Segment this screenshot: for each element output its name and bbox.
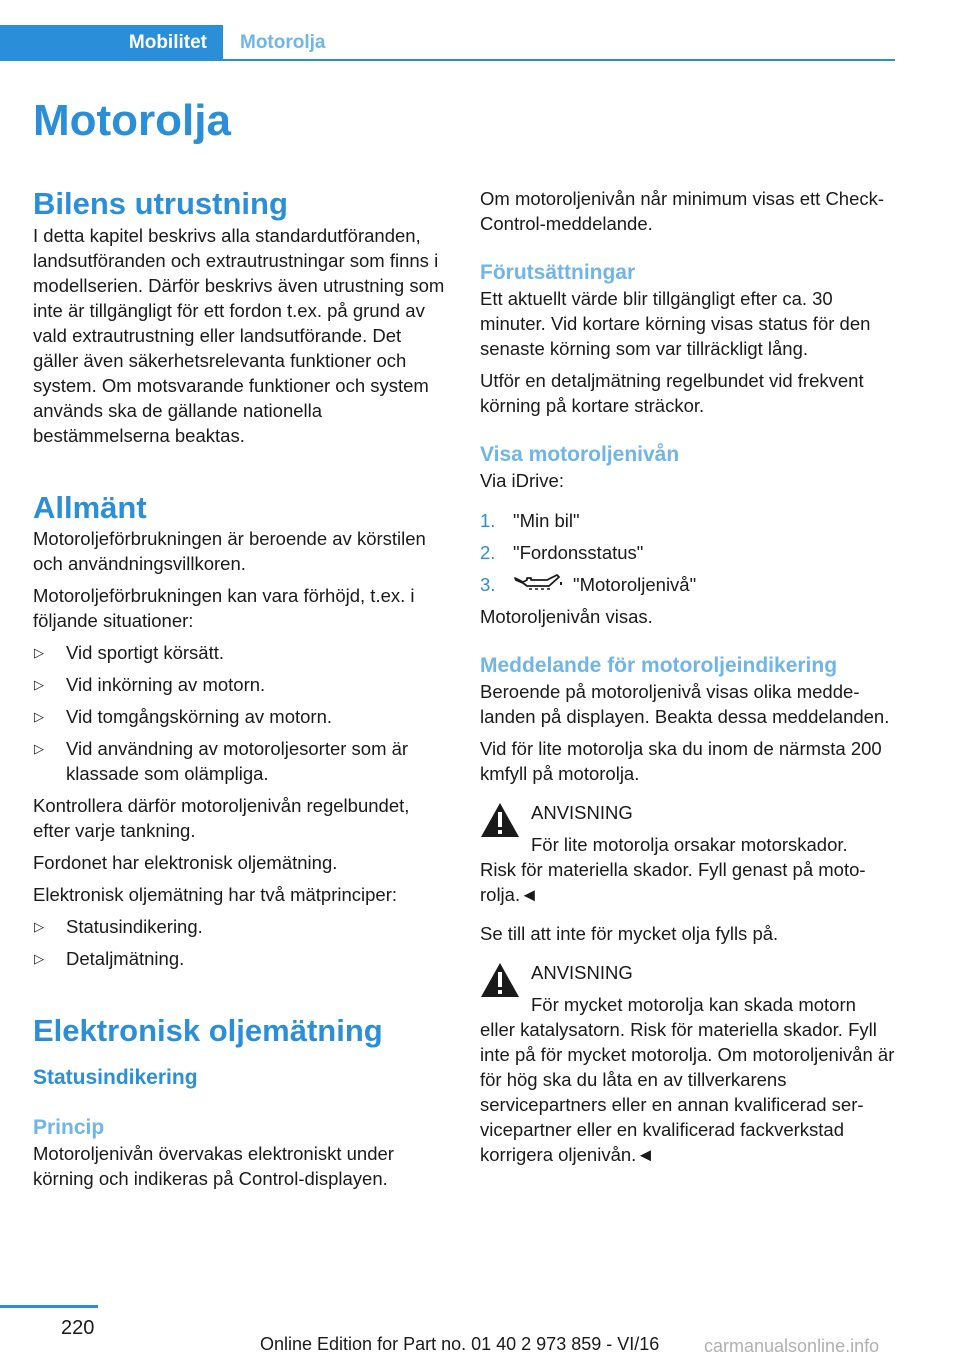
paragraph: Utför en detaljmätning regelbundet vid frekvent körning på kortare sträckor. xyxy=(480,370,864,416)
tab-motorolja[interactable]: Motorolja xyxy=(240,32,326,53)
paragraph: Risk för materiella skador. Fyll genast på motorolja.◄ xyxy=(480,859,866,905)
list-item: ▷ Vid användning av motoroljesorter som är klassade som olämpliga. xyxy=(33,736,451,786)
list-item: 2. "Fordonsstatus" xyxy=(480,542,644,563)
section-title-allmant: Allmänt xyxy=(33,490,147,525)
list-item: ▷ Vid inkörning av motorn. xyxy=(33,672,451,697)
notice-title: ANVISNING xyxy=(531,802,633,823)
section-title-elektronisk-oljematning: Elektronisk oljemätning xyxy=(33,1013,383,1048)
paragraph: Vid för lite motorolja ska du inom de närmsta 200 kmfyll på motorolja. xyxy=(480,738,882,784)
paragraph: eller katalysatorn. Risk för materiella skador. Fyll inte på för mycket motorolja. Om motoroljenivån är för hög ska du låta en av tillverkarens servicepartners eller en annan kvalificerad servicepartner eller en kvalificerad fackverkstad korrigera oljenivån.◄ xyxy=(480,1019,895,1165)
subsection-title-visa-motoroljenivan: Visa motoroljenivån xyxy=(480,443,680,466)
paragraph: Om motoroljenivån når minimum visas ett Check-Control-meddelande. xyxy=(480,188,885,234)
oil-can-icon xyxy=(513,574,565,594)
tab-mobilitet[interactable]: Mobilitet xyxy=(0,25,223,61)
subsection-title-meddelande: Meddelande för motoroljeindikering xyxy=(480,654,838,677)
notice-box xyxy=(480,960,898,1167)
paragraph: I detta kapitel beskrivs alla standardutföranden, landsutföranden och extrautrustningar som finns i modellserien. Därför beskrivs även utrustning som inte är tillgängligt för ett fordon t.ex. på grund av vald extrautrustning eller landsutförande. Det gäller även säkerhetsrelevanta funktioner och system. Om motsvarande funktioner och system används ska de gällande nationella bestämmelserna beaktas. xyxy=(33,225,445,446)
header-divider xyxy=(223,59,895,61)
paragraph: Kontrollera därför motoroljenivån regelbundet, efter varje tankning. xyxy=(33,795,410,841)
bullet-list xyxy=(33,640,451,786)
paragraph: Motoroljenivån övervakas elektroniskt under körning och indikeras på Control-displayen. xyxy=(33,1143,394,1189)
paragraph: Via iDrive: xyxy=(480,470,564,491)
paragraph: Motoroljeförbrukningen kan vara förhöjd, t.ex. i följande situationer: xyxy=(33,585,415,631)
list-item: ▷ Vid sportigt körsätt. xyxy=(33,640,451,665)
paragraph: Elektronisk oljemätning har två mätprinciper: xyxy=(33,884,397,905)
paragraph: Se till att inte för mycket olja fylls på. xyxy=(480,923,779,944)
footer-divider xyxy=(0,1305,98,1308)
paragraph: För mycket motorolja kan skada motorn xyxy=(531,994,856,1015)
subsection-title-princip: Princip xyxy=(33,1116,105,1139)
numbered-list xyxy=(480,508,898,597)
page-header xyxy=(0,25,895,62)
page-number: 220 xyxy=(61,1317,95,1339)
page-title: Motorolja xyxy=(33,96,231,145)
warning-triangle-icon xyxy=(480,802,520,838)
right-column xyxy=(480,186,898,1167)
subsection-title-forutsattningar: Förutsättningar xyxy=(480,261,636,284)
left-column xyxy=(33,186,451,1191)
paragraph: Motoroljeförbrukningen är beroende av körstilen och användningsvillkoren. xyxy=(33,528,426,574)
list-item: ▷ Statusindikering. xyxy=(33,914,451,939)
paragraph: Ett aktuellt värde blir tillgängligt efter ca. 30 minuter. Vid kortare körning visas status för den senaste körning som var tillräckligt lång. xyxy=(480,288,871,359)
list-item: ▷ Vid tomgångskörning av motorn. xyxy=(33,704,451,729)
bullet-list xyxy=(33,914,451,971)
notice-box xyxy=(480,800,898,907)
edition-text: Online Edition for Part no. 01 40 2 973 859 - VI/16 xyxy=(260,1334,660,1354)
paragraph: Motoroljenivån visas. xyxy=(480,606,653,627)
paragraph: Fordonet har elektronisk oljemätning. xyxy=(33,852,338,873)
list-item: ▷ Detaljmätning. xyxy=(33,946,451,971)
list-item: 3. "Motoroljenivå" xyxy=(480,574,697,595)
notice-title: ANVISNING xyxy=(531,962,633,983)
subsection-title-statusindikering: Statusindikering xyxy=(33,1066,198,1089)
section-title-bilens-utrustning: Bilens utrustning xyxy=(33,186,288,221)
list-item: 1. "Min bil" xyxy=(480,510,580,531)
warning-triangle-icon xyxy=(480,962,520,998)
paragraph: För lite motorolja orsakar motorskador. xyxy=(531,834,848,855)
paragraph: Beroende på motoroljenivå visas olika meddelanden på displayen. Beakta dessa meddelanden. xyxy=(480,681,890,727)
watermark: carmanualsonline.info xyxy=(704,1336,880,1356)
